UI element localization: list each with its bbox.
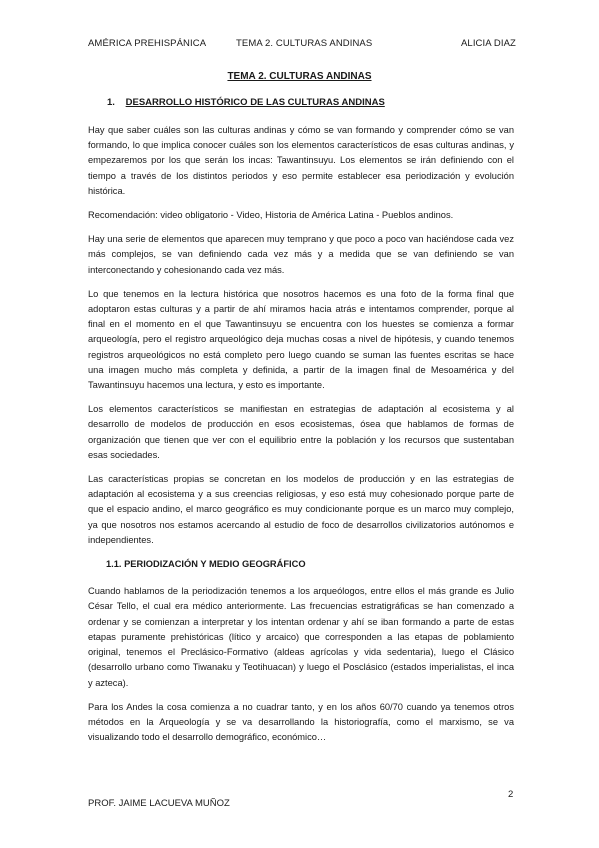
footer-author: PROF. JAIME LACUEVA MUÑOZ: [88, 798, 230, 809]
paragraph: Lo que tenemos en la lectura histórica que nosotros hacemos es una foto de la forma final que adoptaron estas culturas y a partir de ahí miramos hacia atrás e intentamos comprender, porque al final en el momento en el que Tawantinsuyu se encuentra con los huestes se comienza a formar arqueología, pero el registro arqueológico deja muchas cosas a nivel de hipótesis, y cuando tenemos registros arqueológicos no está completo pero luego cuando se suman las fuentes escritas se hace una imagen mucho más completa y definida, a partir de la imagen final de Mesoamérica y del Tawantinsuyu hacemos una lectura, y esto es importante.: [88, 288, 514, 391]
body-text: [88, 123, 514, 754]
paragraph: Recomendación: video obligatorio - Video, Historia de América Latina - Pueblos andinos.: [88, 210, 454, 221]
paragraph: Los elementos característicos se manifiestan en estrategias de adaptación al ecosistema y al desarrollo de modelos de producción en esos ecosistemas, ósea que hablamos de formas de organización que tienen que ver con el equilibrio entre la población y los recursos que sustentaban esas sociedades.: [88, 404, 514, 460]
header-left: AMÉRICA PREHISPÁNICA: [88, 38, 207, 49]
header-right: ALICIA DIAZ: [461, 38, 516, 49]
page-title: TEMA 2. CULTURAS ANDINAS: [227, 71, 372, 82]
header-center: TEMA 2. CULTURAS ANDINAS: [236, 38, 373, 49]
paragraph: Hay una serie de elementos que aparecen muy temprano y que poco a poco van haciéndose cada vez más complejos, se van definiendo cada vez más y a medida que se van definiendo se van interconectando y cohesionando cada vez más.: [88, 234, 514, 275]
subsection-heading: 1.1. PERIODIZACIÓN Y MEDIO GEOGRÁFICO: [106, 559, 306, 570]
paragraph: Para los Andes la cosa comienza a no cuadrar tanto, y en los años 60/70 cuando ya tenemos otros métodos en la Arqueología y se va desarrollando la historiografía, como el marxismo, se va visualizando todo el desarrollo demográfico, económico…: [88, 701, 514, 743]
paragraph: Las características propias se concretan en los modelos de producción y en las estrategias de adaptación al ecosistema y a sus creencias religiosas, y eso está muy cohesionado porque parte de que el espacio andino, el marco geográfico es muy condicionante porque es un marco muy complejo, ya que nosotros nos estamos acercando al estudio de foco de desarrollos civilizatorios autónomos e independientes.: [88, 474, 514, 545]
paragraph: Hay que saber cuáles son las culturas andinas y cómo se van formando y comprender cómo se van formando, lo que implica conocer cuáles son los elementos característicos de esas culturas andinas, y empezaremos por los que serán los incas: Tawantinsuyu. Los elementos se irán definiendo con el tiempo a través de los distintos periodos y eso permite establecer esa periodización y evolución histórica.: [88, 125, 514, 196]
section-heading: [107, 97, 385, 108]
section-label: DESARROLLO HISTÓRICO DE LAS CULTURAS ANDINAS: [125, 97, 385, 108]
page-number: 2: [508, 789, 514, 800]
paragraph: Cuando hablamos de la periodización tenemos a los arqueólogos, entre ellos el más grande es Julio César Tello, el cual era médico anteriormente. Las frecuencias estratigráficas se han comenzado a ordenar y se comienzan a interpretar y los intentan ordenar y ahí se iban formando a parte de estas etapas puramente prehistóricas (lítico y arcaico) que corresponden a las etapas de poblamiento original, tenemos el Preclásico-Formativo (aldeas agrícolas y vida sedentaria), luego el Clásico (desarrollo urbano como Tiwanaku y Teotihuacan) y luego el Posclásico (estados imperialistas, el inca y azteca).: [88, 586, 514, 688]
section-number: 1.: [107, 97, 115, 108]
